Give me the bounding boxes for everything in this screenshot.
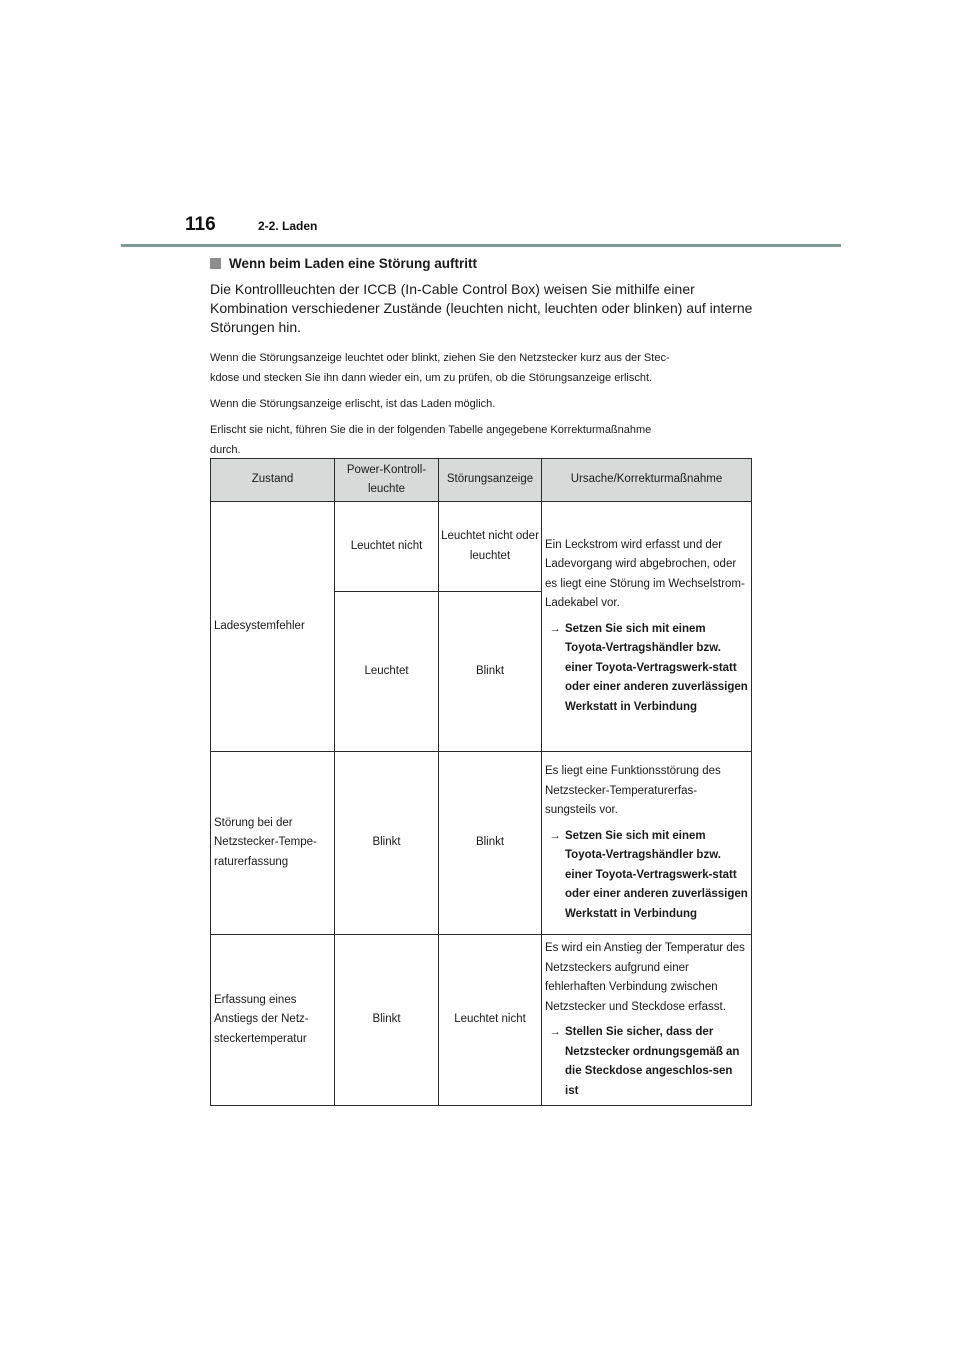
row3-zustand: Erfassung eines Anstiegs der Netz-steckertemperatur [211, 935, 335, 1106]
row3-ursache [542, 935, 752, 1106]
row1-stoerung-b: Blinkt [439, 592, 542, 752]
note3-line1: Erlischt sie nicht, führen Sie die in der folgenden Tabelle angegebene Korrekturmaßnahme [210, 424, 652, 436]
row1-zustand: Ladesystemfehler [211, 502, 335, 752]
row1-stoerung-a: Leuchtet nicht oder leuchtet [439, 502, 542, 592]
note3-line2: durch. [210, 444, 241, 456]
row2-zustand: Störung bei der Netzstecker-Tempe-raturerfassung [211, 752, 335, 935]
row1-power-b: Leuchtet [335, 592, 439, 752]
row3-power: Blinkt [335, 935, 439, 1106]
row3-cause-text: Es wird ein Anstieg der Temperatur des Netzsteckers aufgrund einer fehlerhaften Verbindung zwischen Netzstecker und Steckdose erfasst. [545, 942, 745, 1013]
row1-ursache [542, 502, 752, 752]
row1-power-a: Leuchtet nicht [335, 502, 439, 592]
arrow-icon: → [549, 1026, 561, 1038]
heading-text: Wenn beim Laden eine Störung auftritt [229, 256, 478, 271]
note-paragraph-2: Wenn die Störungsanzeige erlischt, ist das Laden möglich. [210, 398, 496, 410]
header-divider [121, 244, 841, 247]
row1-cause-text: Ein Leckstrom wird erfasst und der Ladevorgang wird abgebrochen, oder es liegt eine Störung im Wechselstrom-Ladekabel vor. [545, 538, 745, 610]
row3-action [545, 1023, 748, 1101]
row2-action-text: Setzen Sie sich mit einem Toyota-Vertragshändler bzw. einer Toyota-Vertragswerk-statt oder einer anderen zuverlässigen Werkstatt in Verbindung [565, 829, 748, 920]
note-paragraph-1 [210, 348, 755, 388]
row1-action [545, 620, 748, 718]
row1-action-text: Setzen Sie sich mit einem Toyota-Vertragshändler bzw. einer Toyota-Vertragswerk-statt oder einer anderen zuverlässigen Werkstatt in Verbindung [565, 622, 748, 713]
row2-ursache [542, 752, 752, 935]
page-number: 116 [185, 214, 216, 235]
note1-line2: kdose und stecken Sie ihn dann wieder ein, um zu prüfen, ob die Störungsanzeige erlischt. [210, 372, 653, 384]
intro-paragraph: Die Kontrollleuchten der ICCB (In-Cable Control Box) weisen Sie mithilfe einer Kombination verschiedener Zustände (leuchten nicht, leuchten oder blinken) auf interne Störungen hin. [210, 281, 753, 335]
header-ursache: Ursache/Korrekturmaßnahme [542, 459, 752, 502]
row2-stoerung: Blinkt [439, 752, 542, 935]
row3-action-text: Stellen Sie sicher, dass der Netzstecker ordnungsgemäß an die Steckdose angeschlos-sen ist [565, 1026, 740, 1097]
header-stoerungsanzeige: Störungsanzeige [439, 459, 542, 502]
arrow-icon: → [549, 829, 561, 842]
status-table [210, 458, 752, 1106]
note-paragraph-3 [210, 420, 755, 460]
table-row [211, 752, 752, 935]
section-title: 2-2. Laden [258, 219, 318, 233]
main-content [210, 256, 755, 466]
row2-action [545, 827, 748, 925]
row2-power: Blinkt [335, 752, 439, 935]
table-header-row [211, 459, 752, 502]
subsection-heading [210, 256, 755, 271]
arrow-icon: → [549, 622, 561, 635]
row2-cause-text: Es liegt eine Funktionsstörung des Netzstecker-Temperaturerfas-sungsteils vor. [545, 765, 721, 816]
header-power-kontrollleuchte: Power-Kontroll-leuchte [335, 459, 439, 502]
table-row [211, 502, 752, 592]
square-bullet-icon [210, 258, 221, 269]
note1-line1: Wenn die Störungsanzeige leuchtet oder blinkt, ziehen Sie den Netzstecker kurz aus der Stec- [210, 352, 670, 364]
row3-stoerung: Leuchtet nicht [439, 935, 542, 1106]
header-zustand: Zustand [211, 459, 335, 502]
table-row [211, 935, 752, 1106]
